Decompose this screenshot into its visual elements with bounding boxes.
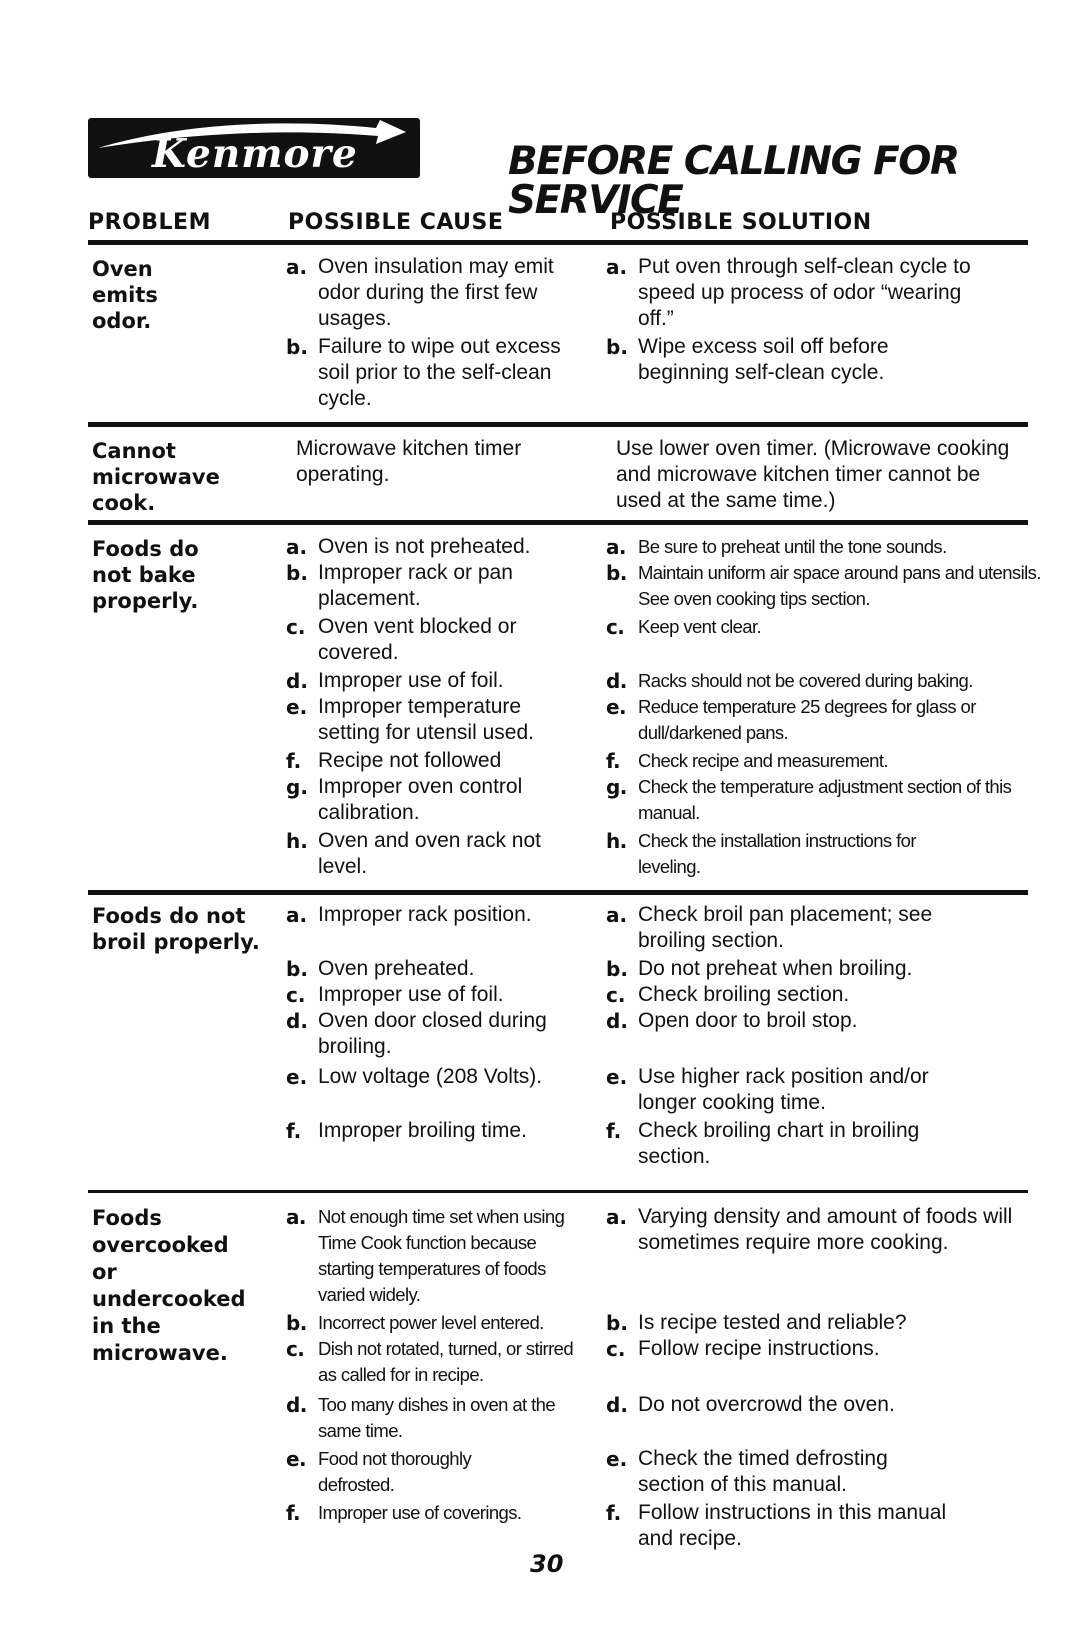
problem-oven-odor: Oven emits odor. [92,257,158,333]
cause-item [286,614,556,666]
item-text: Be sure to preheat until the tone sounds. [638,536,947,557]
solution-item [606,982,1050,1008]
cause-item [286,334,586,412]
cause-item [286,1392,576,1444]
item-letter: c. [606,615,625,639]
item-text: Put oven through self-clean cycle to speed up process of odor “wearing off.” [638,255,971,330]
item-text: Improper broiling time. [318,1119,527,1142]
item-text: Do not preheat when broiling. [638,957,913,980]
item-text: Use higher rack position and/or longer cooking time. [638,1065,929,1114]
solution-item [606,748,1050,774]
item-text: Improper use of coverings. [318,1502,522,1523]
item-letter: b. [606,561,627,585]
row-divider [88,1190,1028,1193]
item-letter: d. [286,669,308,693]
solution-item [606,254,996,332]
cause-item [286,1310,616,1336]
item-letter: a. [286,1205,306,1229]
row-divider [88,890,1028,895]
item-text: Do not overcrowd the oven. [638,1393,895,1416]
item-letter: b. [286,561,308,585]
solution-item [606,1446,936,1498]
solution-item [606,1064,976,1116]
solution-item [606,334,936,386]
cause-item [286,1446,536,1498]
solution-item [606,668,1050,694]
row-divider [88,422,1028,427]
item-text: Maintain uniform air space around pans and utensils. See oven cooking tips section. [638,562,1041,609]
item-text: Varying density and amount of foods will sometimes require more cooking. [638,1205,1013,1254]
item-text: Open door to broil stop. [638,1009,858,1032]
item-letter: a. [286,535,308,559]
problem-overcooked: Foods overcooked or undercooked in the microwave. [92,1206,246,1365]
item-letter: c. [606,983,626,1007]
cause-item [286,982,586,1008]
solution-item [606,1336,1050,1362]
item-text: Check the timed defrosting section of this manual. [638,1447,888,1496]
item-letter: e. [606,1065,628,1089]
item-text: Oven is not preheated. [318,535,531,558]
item-text: Dish not rotated, turned, or stirred as called for in recipe. [318,1338,574,1385]
column-header-solution: POSSIBLE SOLUTION [610,210,872,235]
cause-item [286,1118,586,1144]
problem-not-bake: Foods do not bake properly. [92,537,199,613]
page-title: BEFORE CALLING FOR SERVICE [508,139,959,223]
item-letter: c. [286,615,306,639]
solution-item [606,956,1050,982]
column-header-cause: POSSIBLE CAUSE [288,210,504,235]
cause-item [286,774,566,826]
item-text: Improper rack position. [318,903,532,926]
item-text: Check the temperature adjustment section of this manual. [638,776,1012,823]
cause-text: Microwave kitchen timer operating. [296,437,522,486]
cause-item [286,1204,576,1308]
item-text: Racks should not be covered during baking. [638,670,973,691]
item-letter: h. [286,829,308,853]
cause-item [286,902,586,928]
item-text: Improper temperature setting for utensil used. [318,695,534,744]
solution-item [606,828,966,880]
item-letter: b. [606,957,628,981]
item-letter: e. [606,695,626,719]
solution-text: Use lower oven timer. (Microwave cooking and microwave kitchen timer cannot be used at the same time.) [616,437,1010,512]
solution-item [606,774,1046,826]
cause-item [286,254,586,332]
item-text: Improper rack or pan placement. [318,561,513,610]
item-letter: b. [606,335,628,359]
item-letter: a. [286,255,308,279]
cause-item [286,694,576,746]
item-letter: g. [286,775,308,799]
solution-item [606,1310,1050,1336]
cause-item [286,956,586,982]
item-text: Failure to wipe out excess soil prior to the self-clean cycle. [318,335,561,410]
item-letter: d. [606,669,627,693]
item-text: Food not thoroughly defrosted. [318,1448,472,1495]
problem-cannot-microwave: Cannot microwave cook. [92,439,220,515]
item-letter: d. [286,1393,307,1417]
solution-item [606,1500,986,1552]
item-text: Wipe excess soil off before beginning self-clean cycle. [638,335,889,384]
item-letter: g. [606,775,627,799]
item-letter: c. [286,1337,305,1361]
cause-item [286,1336,576,1388]
item-letter: a. [606,535,626,559]
column-header-problem: PROBLEM [88,210,211,235]
solution-item [606,1204,1026,1256]
item-text: Reduce temperature 25 degrees for glass or dull/darkened pans. [638,696,976,743]
solution-item [606,560,1046,612]
item-text: Check broiling section. [638,983,850,1006]
item-text: Oven preheated. [318,957,475,980]
item-letter: b. [286,957,308,981]
item-letter: b. [286,1311,307,1335]
item-text: Improper oven control calibration. [318,775,523,824]
item-letter: f. [286,749,302,773]
cause-item [286,668,586,694]
solution-item [606,1118,966,1170]
cause-item [286,560,556,612]
cause-item [286,1064,586,1090]
item-letter: e. [286,1447,306,1471]
problem-not-broil: Foods do not broil properly. [92,904,260,954]
item-letter: a. [606,255,628,279]
logo-wordmark: Kenmore [152,131,358,177]
solution-item [606,534,1050,560]
cause-item [286,1500,596,1526]
header-divider [88,240,1028,245]
item-text: Oven door closed during broiling. [318,1009,547,1058]
item-letter: f. [286,1119,302,1143]
item-letter: f. [286,1501,301,1525]
item-letter: b. [606,1311,628,1335]
item-text: Not enough time set when using Time Cook function because starting temperatures of foods varied widely. [318,1206,565,1305]
item-text: Is recipe tested and reliable? [638,1311,907,1334]
item-letter: d. [606,1393,628,1417]
item-text: Check broiling chart in broiling section. [638,1119,920,1168]
item-text: Check broil pan placement; see broiling section. [638,903,933,952]
solution-item [606,614,1050,640]
cause-item [286,748,586,774]
item-text: Recipe not followed [318,749,502,772]
item-text: Oven and oven rack not level. [318,829,541,878]
item-text: Follow instructions in this manual and recipe. [638,1501,947,1550]
item-text: Check the installation instructions for leveling. [638,830,916,877]
item-letter: e. [286,1065,308,1089]
item-letter: f. [606,1119,622,1143]
kenmore-logo [88,118,420,178]
solution-item [606,1392,1050,1418]
item-text: Improper use of foil. [318,669,504,692]
item-letter: f. [606,749,621,773]
item-text: Too many dishes in oven at the same time. [318,1394,556,1441]
item-text: Keep vent clear. [638,616,762,637]
cause-item [286,534,586,560]
cause-item [286,828,586,880]
item-letter: a. [606,903,628,927]
item-text: Oven vent blocked or covered. [318,615,517,664]
item-text: Oven insulation may emit odor during the first few usages. [318,255,554,330]
item-letter: f. [606,1501,622,1525]
solution-item [606,694,1046,746]
row-divider [88,520,1028,525]
solution-item [606,1008,1050,1034]
item-letter: d. [606,1009,628,1033]
item-text: Improper use of foil. [318,983,504,1006]
item-letter: e. [606,1447,628,1471]
column-headers [88,210,1028,240]
item-letter: c. [286,983,306,1007]
solution-item [606,902,996,954]
item-letter: b. [286,335,308,359]
item-letter: a. [606,1205,628,1229]
page-number: 30 [530,1550,564,1578]
item-text: Check recipe and measurement. [638,750,888,771]
item-text: Incorrect power level entered. [318,1312,544,1333]
item-text: Follow recipe instructions. [638,1337,880,1360]
item-text: Low voltage (208 Volts). [318,1065,543,1088]
item-letter: c. [606,1337,626,1361]
item-letter: a. [286,903,308,927]
item-letter: d. [286,1009,308,1033]
item-letter: h. [606,829,627,853]
cause-item [286,1008,586,1060]
item-letter: e. [286,695,308,719]
